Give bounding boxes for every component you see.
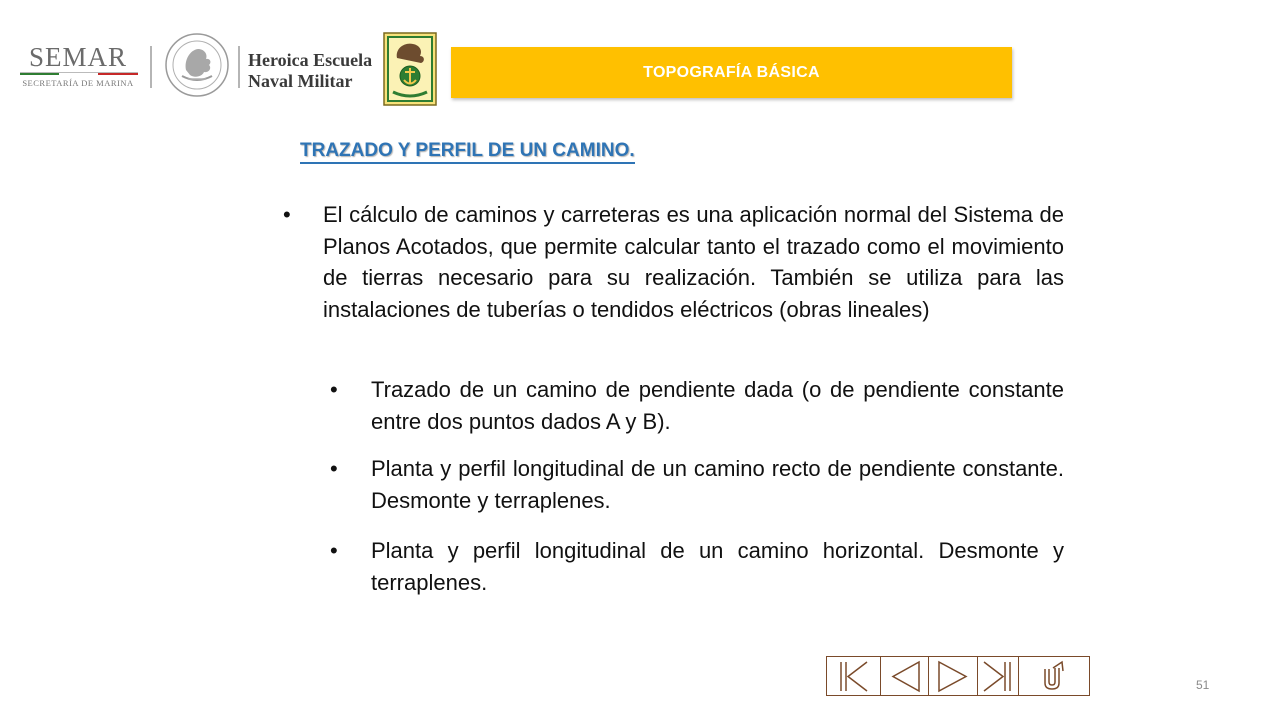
previous-slide-button[interactable] [881,657,930,695]
first-slide-button[interactable] [827,657,881,695]
main-bullet-text: El cálculo de caminos y carreteras es una aplicación normal del Sistema de Planos Acotados, que permite calcular tanto el trazado como el movimiento de tierras necesario para su realización. También se utiliza para las instalaciones de tuberías o tendidos eléctricos (obras lineales) [323,202,1064,322]
school-name [248,50,372,92]
last-slide-icon [978,657,1018,695]
header-divider [238,46,240,88]
sub-bullet-text: Planta y perfil longitudinal de un camino recto de pendiente constante. Desmonte y terraplenes. [371,456,1064,513]
bullet-marker: • [330,538,338,563]
mexico-eagle-seal-icon [164,32,230,98]
sub-bullet-text: Planta y perfil longitudinal de un camino horizontal. Desmonte y terraplenes. [371,538,1064,595]
school-name-line2: Naval Militar [248,71,353,91]
semar-logo [18,42,138,92]
header-divider [150,46,152,88]
bullet-marker: • [330,377,338,402]
course-title: TOPOGRAFÍA BÁSICA [643,63,820,81]
return-button[interactable] [1019,657,1089,695]
next-slide-icon [929,657,977,695]
bullet-marker: • [330,456,338,481]
sub-bullet-text: Trazado de un camino de pendiente dada (o de pendiente constante entre dos puntos dados A y B). [371,377,1064,434]
school-name-line1: Heroica Escuela [248,50,373,70]
semar-logo-text: SEMAR [28,42,128,72]
return-icon [1019,657,1090,695]
semar-logo-rule [20,72,138,75]
previous-slide-icon [881,657,929,695]
naval-school-crest-icon [383,32,437,106]
semar-logo-subtitle: SECRETARÍA DE MARINA [22,78,134,88]
last-slide-button[interactable] [978,657,1019,695]
slide-navigation-bar [826,656,1090,696]
course-title-banner [451,47,1012,98]
section-heading: TRAZADO Y PERFIL DE UN CAMINO. [300,140,635,164]
page-number: 51 [1196,678,1210,692]
next-slide-button[interactable] [929,657,978,695]
bullet-marker: • [283,202,291,227]
first-slide-icon [827,657,880,695]
